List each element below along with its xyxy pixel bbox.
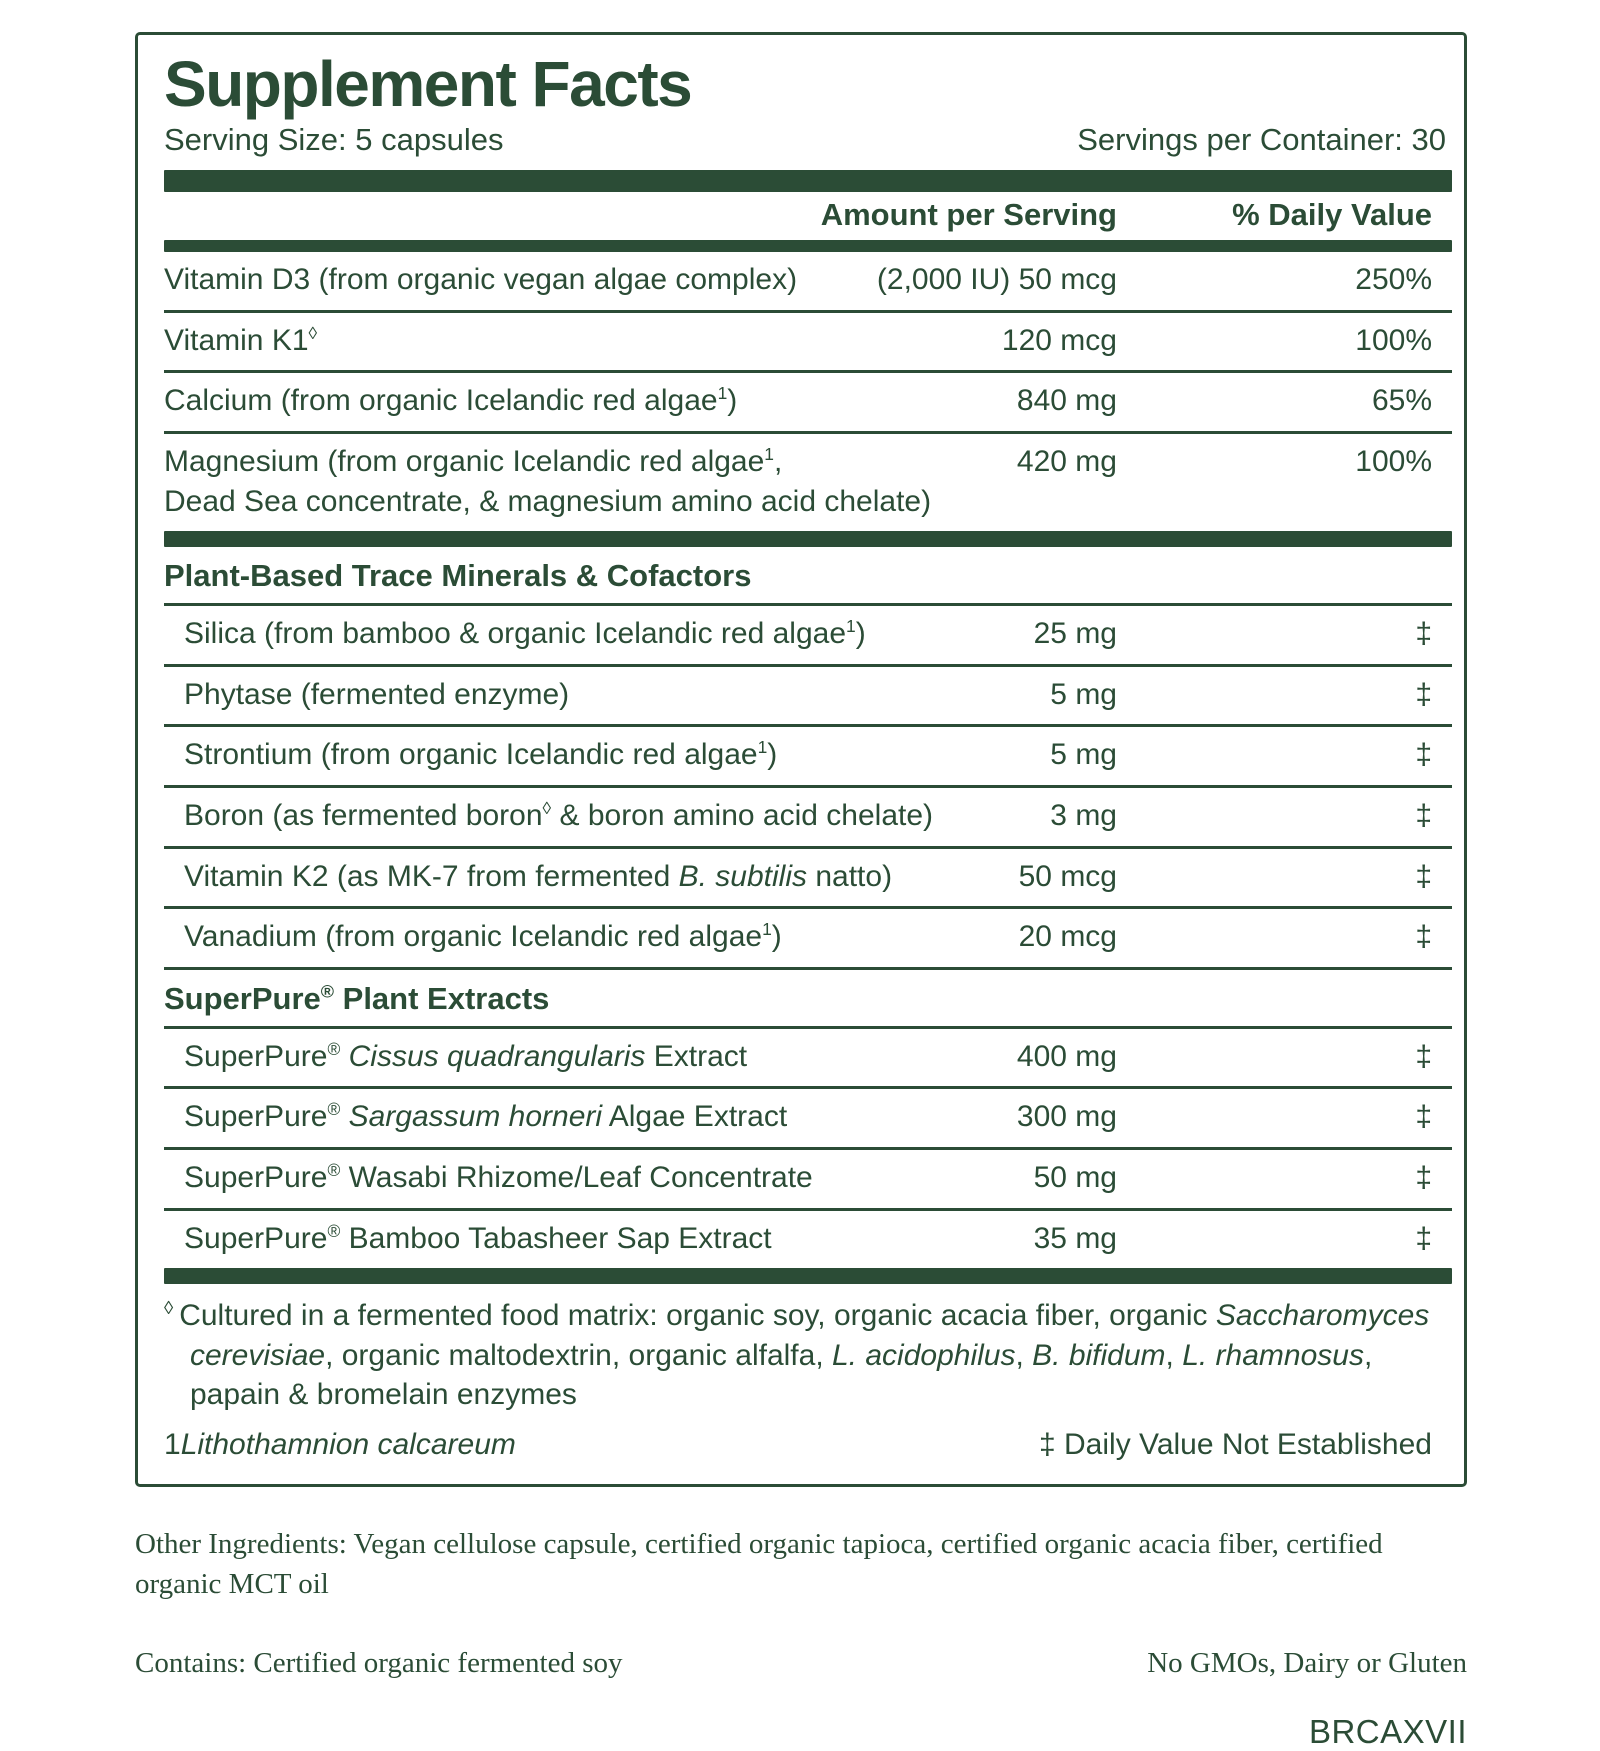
- amount-per-serving-value: 50 mg: [1033, 1160, 1117, 1194]
- serving-info-row: [164, 122, 1452, 170]
- amount-per-serving-value: 5 mg: [1050, 738, 1117, 772]
- ingredient-name: Vitamin K2 (as MK-7 from fermented B. subtilis natto): [184, 859, 893, 893]
- section-heading: Plant-Based Trace Minerals & Cofactors: [164, 558, 752, 594]
- table-row: [164, 1029, 1452, 1087]
- daily-value: ‡: [1415, 677, 1432, 711]
- section-divider-bar: [164, 1268, 1452, 1284]
- amount-per-serving-value: 25 mg: [1033, 617, 1117, 651]
- divider-bar-top: [164, 170, 1452, 192]
- ingredient-name: SuperPure® Cissus quadrangularis Extract: [184, 1038, 748, 1073]
- ingredient-name: Calcium (from organic Icelandic red algae$^1$): [164, 383, 738, 418]
- table-row: [164, 434, 1452, 531]
- amount-per-serving-value: 420 mg: [1016, 444, 1117, 478]
- amount-per-serving-value: 35 mg: [1033, 1221, 1117, 1255]
- table-row: [164, 667, 1452, 725]
- daily-value: ‡: [1415, 1039, 1432, 1073]
- ingredient-name: SuperPure® Sargassum horneri Algae Extract: [184, 1099, 788, 1134]
- amount-per-serving-value: 5 mg: [1050, 677, 1117, 711]
- footnote-source: [164, 1425, 516, 1465]
- daily-value: ‡: [1415, 1100, 1432, 1134]
- footnote-source-text: Lithothamnion calcareum: [180, 1427, 516, 1461]
- ingredient-name: Strontium (from organic Icelandic red algae$^1$): [184, 737, 778, 772]
- ingredient-name: Vitamin D3 (from organic vegan algae complex): [164, 263, 798, 297]
- table-row: [164, 849, 1452, 907]
- supplement-facts-panel: [135, 32, 1467, 1487]
- table-row: [164, 1150, 1452, 1208]
- daily-value: ‡: [1415, 617, 1432, 651]
- product-code: BRCAXVII: [1308, 1712, 1467, 1750]
- ingredient-name: Silica (from bamboo & organic Icelandic red algae$^1$): [184, 616, 866, 651]
- divider-bar-under-header: [164, 240, 1452, 252]
- table-row: [164, 727, 1452, 785]
- amount-per-serving-value: 400 mg: [1016, 1039, 1117, 1073]
- daily-value: ‡: [1415, 920, 1432, 954]
- panel-title: Supplement Facts: [164, 48, 692, 120]
- daily-value: ‡: [1415, 1221, 1432, 1255]
- ingredient-name: Boron (as fermented boron◊ & boron amino acid chelate): [184, 797, 934, 832]
- contains-text: Contains: Certified organic fermented soy: [135, 1646, 623, 1679]
- ingredient-name: Phytase (fermented enzyme): [184, 677, 570, 711]
- table-row: [164, 252, 1452, 310]
- table-row: [164, 373, 1452, 431]
- daily-value: ‡: [1415, 1160, 1432, 1194]
- amount-per-serving-value: 3 mg: [1050, 798, 1117, 832]
- footnote-diamond-marker: ◊: [164, 1297, 174, 1319]
- ingredient-name: Magnesium (from organic Icelandic red algae$^1$, Dead Sea concentrate, & magnesium amino acid chelate): [164, 443, 932, 518]
- footnote-bottom-row: [164, 1425, 1452, 1465]
- amount-per-serving-value: 50 mcg: [1018, 859, 1117, 893]
- section-divider-bar: [164, 531, 1452, 547]
- servings-per-container-text: Servings per Container: 30: [1077, 122, 1446, 158]
- ingredient-name: Vanadium (from organic Icelandic red algae$^1$): [184, 919, 782, 954]
- column-header-daily-value: % Daily Value: [1232, 197, 1432, 233]
- serving-size-text: Serving Size: 5 capsules: [164, 122, 504, 158]
- table-row: [164, 788, 1452, 846]
- section-heading: SuperPure® Plant Extracts: [164, 980, 550, 1016]
- other-ingredients-text: Other Ingredients: Vegan cellulose capsule, certified organic tapioca, certified organic acacia fiber, certified organic MCT oil: [135, 1528, 1383, 1600]
- dv-not-established-note: ‡ Daily Value Not Established: [1039, 1427, 1432, 1461]
- footnote-cultured-text: Cultured in a fermented food matrix: organic soy, organic acacia fiber, organic Saccharomyces cerevisiae, organic maltodextrin, organic alfalfa, L. acidophilus, B. bifidum, L. rhamnosus, papain & bromelain enzymes: [179, 1299, 1430, 1412]
- ingredient-name: SuperPure® Wasabi Rhizome/Leaf Concentrate: [184, 1159, 813, 1194]
- column-header-row: [164, 192, 1452, 240]
- daily-value: 250%: [1355, 263, 1432, 297]
- footnotes-block: [164, 1296, 1452, 1464]
- footnote-cultured: [164, 1296, 1452, 1415]
- daily-value: 100%: [1355, 444, 1432, 478]
- daily-value: ‡: [1415, 738, 1432, 772]
- table-row: [164, 1211, 1452, 1269]
- ingredient-name: SuperPure® Bamboo Tabasheer Sap Extract: [184, 1220, 772, 1255]
- daily-value: 65%: [1371, 384, 1432, 418]
- label-column: [135, 32, 1467, 1751]
- daily-value: ‡: [1415, 859, 1432, 893]
- ingredient-name: Vitamin K1◊: [164, 322, 318, 357]
- table-row: [164, 909, 1452, 967]
- table-row: [164, 313, 1452, 371]
- amount-per-serving-value: 120 mcg: [1001, 323, 1117, 357]
- facts-table-body: [164, 252, 1452, 1284]
- footnote-one-marker: 1: [164, 1427, 181, 1461]
- table-row: [164, 1089, 1452, 1147]
- daily-value: ‡: [1415, 798, 1432, 832]
- amount-per-serving-value: (2,000 IU) 50 mcg: [876, 263, 1117, 297]
- daily-value: 100%: [1355, 323, 1432, 357]
- amount-per-serving-value: 20 mcg: [1018, 920, 1117, 954]
- amount-per-serving-value: 840 mg: [1016, 384, 1117, 418]
- amount-per-serving-value: 300 mg: [1016, 1100, 1117, 1134]
- table-row: [164, 606, 1452, 664]
- column-header-amount: Amount per Serving: [820, 197, 1117, 233]
- contains-row: [135, 1644, 1467, 1683]
- allergen-claim-text: No GMOs, Dairy or Gluten: [1147, 1646, 1467, 1679]
